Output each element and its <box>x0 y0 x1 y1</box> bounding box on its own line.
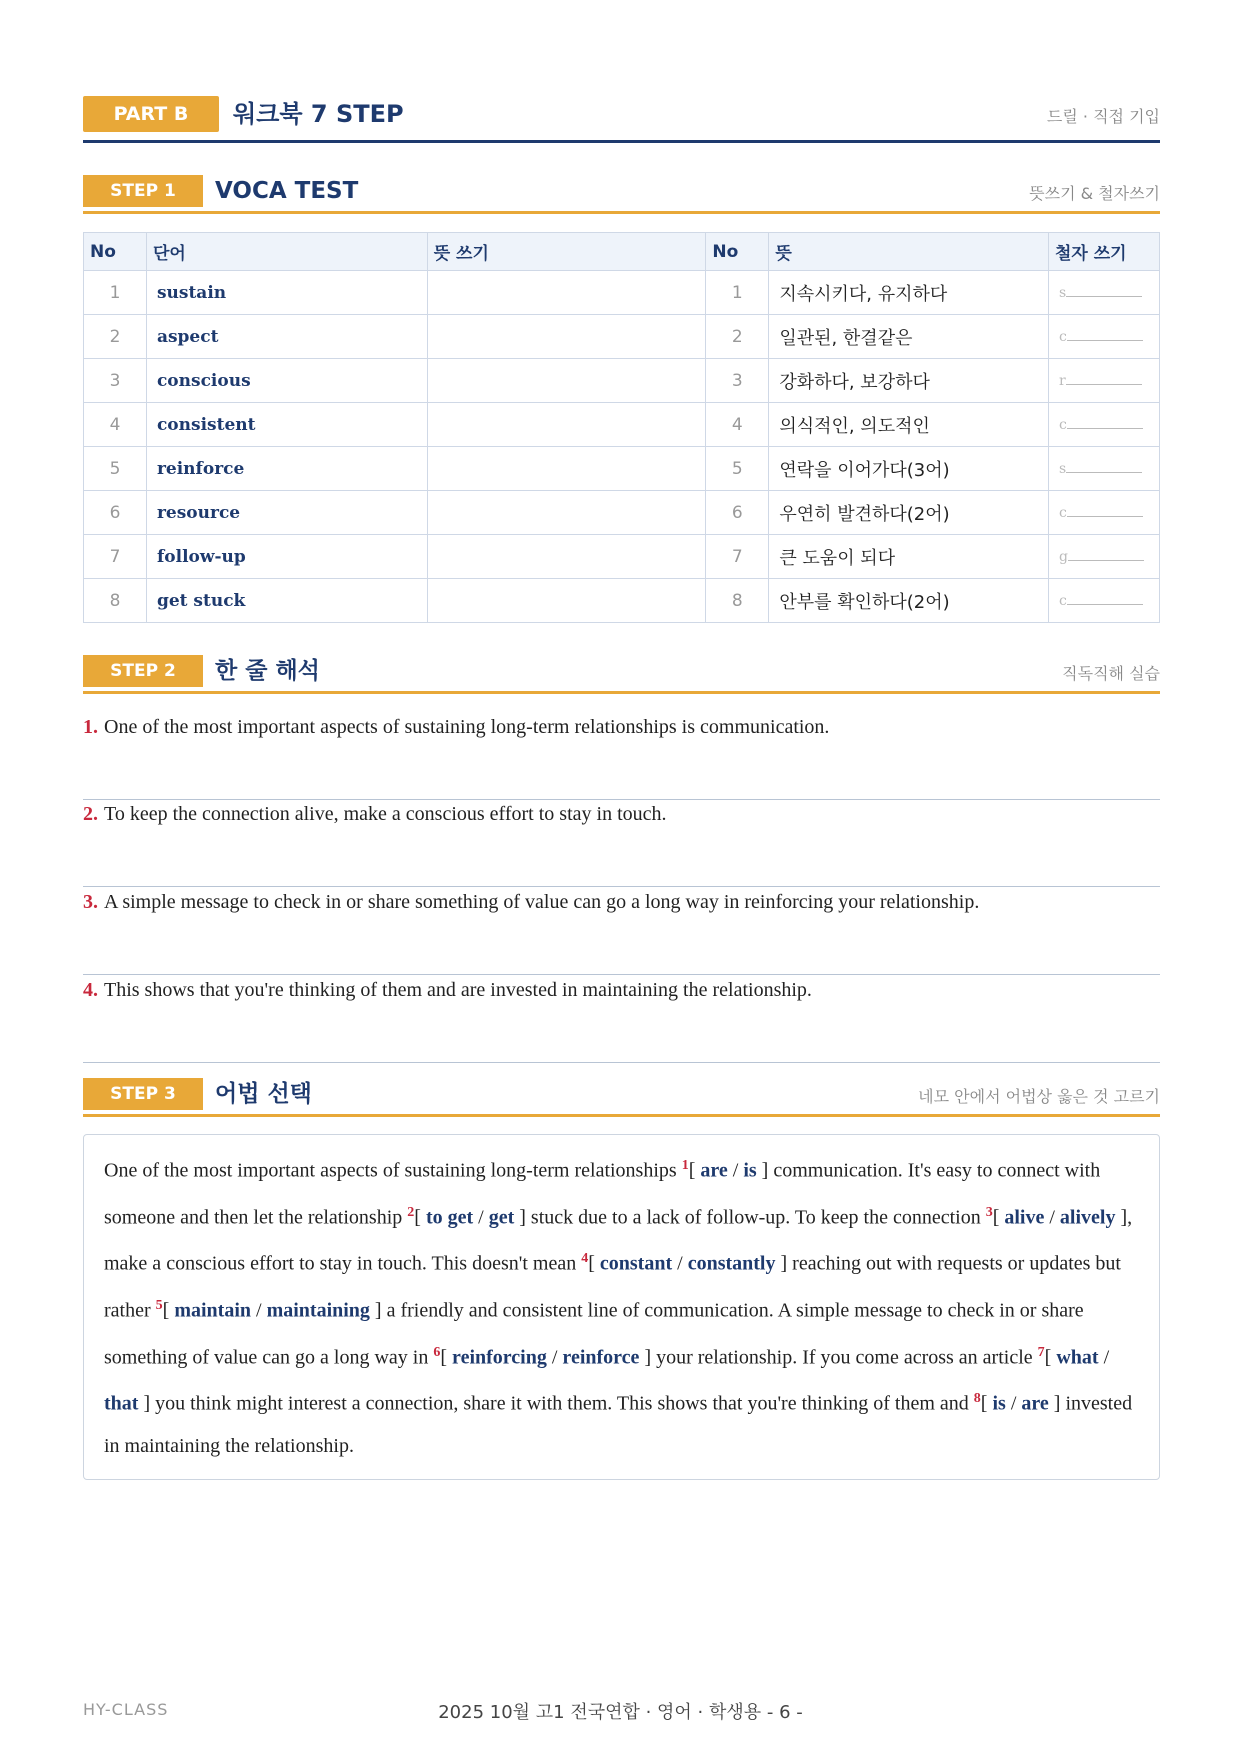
spelling-blank-line <box>1067 592 1143 605</box>
part-header <box>83 96 1160 143</box>
step3-badge: STEP 3 <box>83 1078 203 1110</box>
meaning-write-field[interactable] <box>427 359 706 403</box>
spelling-blank-line <box>1067 504 1143 517</box>
passage-text: a friendly and consistent line of communication. A simple message to check in or share something of value can go a long way in <box>104 1299 1084 1369</box>
voca-row <box>84 271 1160 315</box>
vocab-meaning: 의식적인, 의도적인 <box>769 403 1049 447</box>
spelling-hint: r <box>1058 373 1066 389</box>
spelling-blank-line <box>1067 416 1143 429</box>
choice-b[interactable]: is <box>743 1159 757 1182</box>
row-number: 4 <box>84 403 147 447</box>
step2-header <box>83 655 1160 694</box>
passage-text: reaching out with requests or updates but rather <box>104 1252 1121 1322</box>
vocab-word: get stuck <box>146 579 427 623</box>
voca-row <box>84 315 1160 359</box>
choice-b[interactable]: alively <box>1059 1206 1116 1229</box>
meaning-write-field[interactable] <box>427 271 706 315</box>
vocab-meaning: 강화하다, 보강하다 <box>769 359 1049 403</box>
question-number: 1 <box>681 1158 689 1173</box>
spelling-hint: s <box>1058 285 1067 301</box>
spelling-hint: c <box>1058 417 1067 433</box>
translation-sentence[interactable] <box>83 800 1160 887</box>
vocab-meaning: 일관된, 한결같은 <box>769 315 1049 359</box>
sentence-text: One of the most important aspects of sustaining long-term relationships is communication. <box>104 716 830 738</box>
spelling-hint: s <box>1058 461 1067 477</box>
choice-a[interactable]: are <box>700 1159 728 1182</box>
row-number: 7 <box>84 535 147 579</box>
row-number: 2 <box>84 315 147 359</box>
sentence-number: 2. <box>83 803 98 825</box>
question-number: 6 <box>433 1344 441 1360</box>
step1-note: 뜻쓰기 & 철자쓰기 <box>1029 184 1160 203</box>
meaning-write-field[interactable] <box>427 403 706 447</box>
passage-text: invested in maintaining the relationship. <box>104 1392 1133 1457</box>
question-number: 2 <box>407 1204 415 1220</box>
step2-note: 직독직해 실습 <box>1062 664 1160 683</box>
voca-row <box>84 359 1160 403</box>
sentence-text: A simple message to check in or share something of value can go a long way in reinforcing your relationship. <box>104 891 980 913</box>
choice-a[interactable]: constant <box>599 1252 673 1275</box>
spelling-blank-line <box>1067 328 1143 341</box>
spelling-blank-line <box>1066 284 1142 297</box>
choice-b[interactable]: maintaining <box>266 1299 370 1322</box>
vocab-word: aspect <box>146 315 427 359</box>
row-number: 3 <box>84 359 147 403</box>
spelling-hint: c <box>1058 329 1067 345</box>
voca-row <box>84 491 1160 535</box>
choice-a[interactable]: alive <box>1004 1206 1045 1229</box>
voca-row <box>84 447 1160 491</box>
row-number-2: 5 <box>706 447 769 491</box>
passage-text: , make a conscious effort to stay in touch. This doesn't mean <box>104 1206 1133 1275</box>
spelling-write-field[interactable] <box>1048 271 1159 315</box>
vocab-word: reinforce <box>146 447 427 491</box>
spelling-hint: c <box>1058 593 1067 609</box>
choice-a[interactable]: maintain <box>174 1299 251 1322</box>
step1-title: VOCA TEST <box>215 178 359 204</box>
question-number: 3 <box>985 1204 993 1220</box>
sentence-number: 1. <box>83 716 98 738</box>
spelling-hint: g <box>1058 549 1068 565</box>
spelling-write-field[interactable] <box>1048 491 1159 535</box>
vocab-meaning: 지속시키다, 유지하다 <box>769 271 1049 315</box>
spelling-hint: c <box>1058 505 1067 521</box>
spelling-write-field[interactable] <box>1048 535 1159 579</box>
row-number: 5 <box>84 447 147 491</box>
voca-table <box>83 232 1160 623</box>
translation-sentence[interactable] <box>83 976 1160 1063</box>
header-no: No <box>84 233 147 271</box>
choice-b[interactable]: reinforce <box>562 1346 640 1369</box>
grammar-passage: One of the most important aspects of sustaining long-term relationships $^1$[ are / is ] communication. It's easy to connect with someone and then let the relationship $^2$[ to get / get ] stuck due to a lack of follow-up. To keep the connection $^3$[ alive / alively ], make a conscious effort to stay in touch. This doesn't mean $^4$[ constant / constantly ] reaching out with requests or updates but rather $^5$[ maintain / maintaining ] a friendly and consistent line of communication. A simple message to check in or share something of value can go a long way in $^6$[ reinforcing / reinforce ] your relationship. If you come across an article $^7$[ what / that ] you think might interest a connection, share it with them. This shows that you're thinking of them and $^8$[ is / are ] invested in maintaining the relationship. <box>83 1134 1160 1480</box>
question-number: 8 <box>973 1391 981 1407</box>
passage-text: stuck due to a lack of follow-up. To keep the connection <box>525 1206 986 1229</box>
row-number-2: 2 <box>706 315 769 359</box>
spelling-write-field[interactable] <box>1048 359 1159 403</box>
choice-b[interactable]: get <box>488 1206 515 1229</box>
footer-page-info: 2025 10월 고1 전국연합 · 영어 · 학생용 - 6 - <box>438 1702 803 1723</box>
spelling-write-field[interactable] <box>1048 403 1159 447</box>
translation-sentence[interactable] <box>83 713 1160 800</box>
spelling-write-field[interactable] <box>1048 579 1159 623</box>
question-number: 5 <box>155 1297 163 1313</box>
footer-brand: HY-CLASS <box>83 1700 169 1719</box>
meaning-write-field[interactable] <box>427 491 706 535</box>
choice-a[interactable]: reinforcing <box>452 1346 547 1369</box>
sentence-number: 4. <box>83 979 98 1001</box>
step3-header <box>83 1078 1160 1117</box>
spelling-write-field[interactable] <box>1048 315 1159 359</box>
vocab-meaning: 연락을 이어가다(3어) <box>769 447 1049 491</box>
meaning-write-field[interactable] <box>427 447 706 491</box>
voca-row <box>84 403 1160 447</box>
row-number: 8 <box>84 579 147 623</box>
voca-header-row <box>84 233 1160 271</box>
spelling-write-field[interactable] <box>1048 447 1159 491</box>
passage-text: One of the most important aspects of sustaining long-term relationships <box>104 1159 682 1182</box>
choice-a[interactable]: what <box>1056 1346 1099 1369</box>
part-badge: PART B <box>83 96 219 132</box>
vocab-meaning: 큰 도움이 되다 <box>769 535 1049 579</box>
choice-b[interactable]: constantly <box>687 1252 776 1275</box>
row-number-2: 6 <box>706 491 769 535</box>
meaning-write-field[interactable] <box>427 315 706 359</box>
meaning-write-field[interactable] <box>427 535 706 579</box>
part-title: 워크북 7 STEP <box>233 100 404 128</box>
row-number: 6 <box>84 491 147 535</box>
row-number-2: 8 <box>706 579 769 623</box>
translation-sentence[interactable] <box>83 888 1160 975</box>
choice-b[interactable]: that <box>104 1392 139 1415</box>
passage-text: communication. It's easy to connect with someone and then let the relationship <box>104 1159 1101 1229</box>
meaning-write-field[interactable] <box>427 579 706 623</box>
choice-a[interactable]: is <box>992 1392 1006 1415</box>
choice-a[interactable]: to get <box>425 1206 474 1229</box>
vocab-word: conscious <box>146 359 427 403</box>
vocab-word: consistent <box>146 403 427 447</box>
row-number-2: 1 <box>706 271 769 315</box>
sentence-number: 3. <box>83 891 98 913</box>
row-number-2: 4 <box>706 403 769 447</box>
question-number: 7 <box>1037 1344 1045 1360</box>
header-spelling-write: 철자 쓰기 <box>1048 233 1159 271</box>
header-word: 단어 <box>146 233 427 271</box>
voca-row <box>84 579 1160 623</box>
question-number: 4 <box>581 1251 589 1267</box>
row-number-2: 3 <box>706 359 769 403</box>
vocab-word: sustain <box>146 271 427 315</box>
header-no2: No <box>706 233 769 271</box>
part-note: 드릴 · 직접 기입 <box>1046 107 1160 126</box>
choice-b[interactable]: are <box>1021 1392 1049 1415</box>
step1-header <box>83 175 1160 214</box>
voca-row <box>84 535 1160 579</box>
passage-text: your relationship. If you come across an article <box>651 1346 1038 1369</box>
header-meaning-write: 뜻 쓰기 <box>427 233 706 271</box>
sentence-text: To keep the connection alive, make a conscious effort to stay in touch. <box>104 803 667 825</box>
row-number: 1 <box>84 271 147 315</box>
spelling-blank-line <box>1066 460 1142 473</box>
spelling-blank-line <box>1066 372 1142 385</box>
step3-title: 어법 선택 <box>215 1081 312 1107</box>
step3-note: 네모 안에서 어법상 옳은 것 고르기 <box>918 1087 1160 1106</box>
vocab-word: follow-up <box>146 535 427 579</box>
row-number-2: 7 <box>706 535 769 579</box>
step2-badge: STEP 2 <box>83 655 203 687</box>
step1-badge: STEP 1 <box>83 175 203 207</box>
passage-text: you think might interest a connection, share it with them. This shows that you're thinking of them and <box>150 1392 974 1415</box>
spelling-blank-line <box>1068 548 1144 561</box>
step2-title: 한 줄 해석 <box>215 658 320 684</box>
vocab-meaning: 우연히 발견하다(2어) <box>769 491 1049 535</box>
header-meaning: 뜻 <box>769 233 1049 271</box>
vocab-meaning: 안부를 확인하다(2어) <box>769 579 1049 623</box>
vocab-word: resource <box>146 491 427 535</box>
sentence-text: This shows that you're thinking of them and are invested in maintaining the relationship. <box>104 979 812 1001</box>
